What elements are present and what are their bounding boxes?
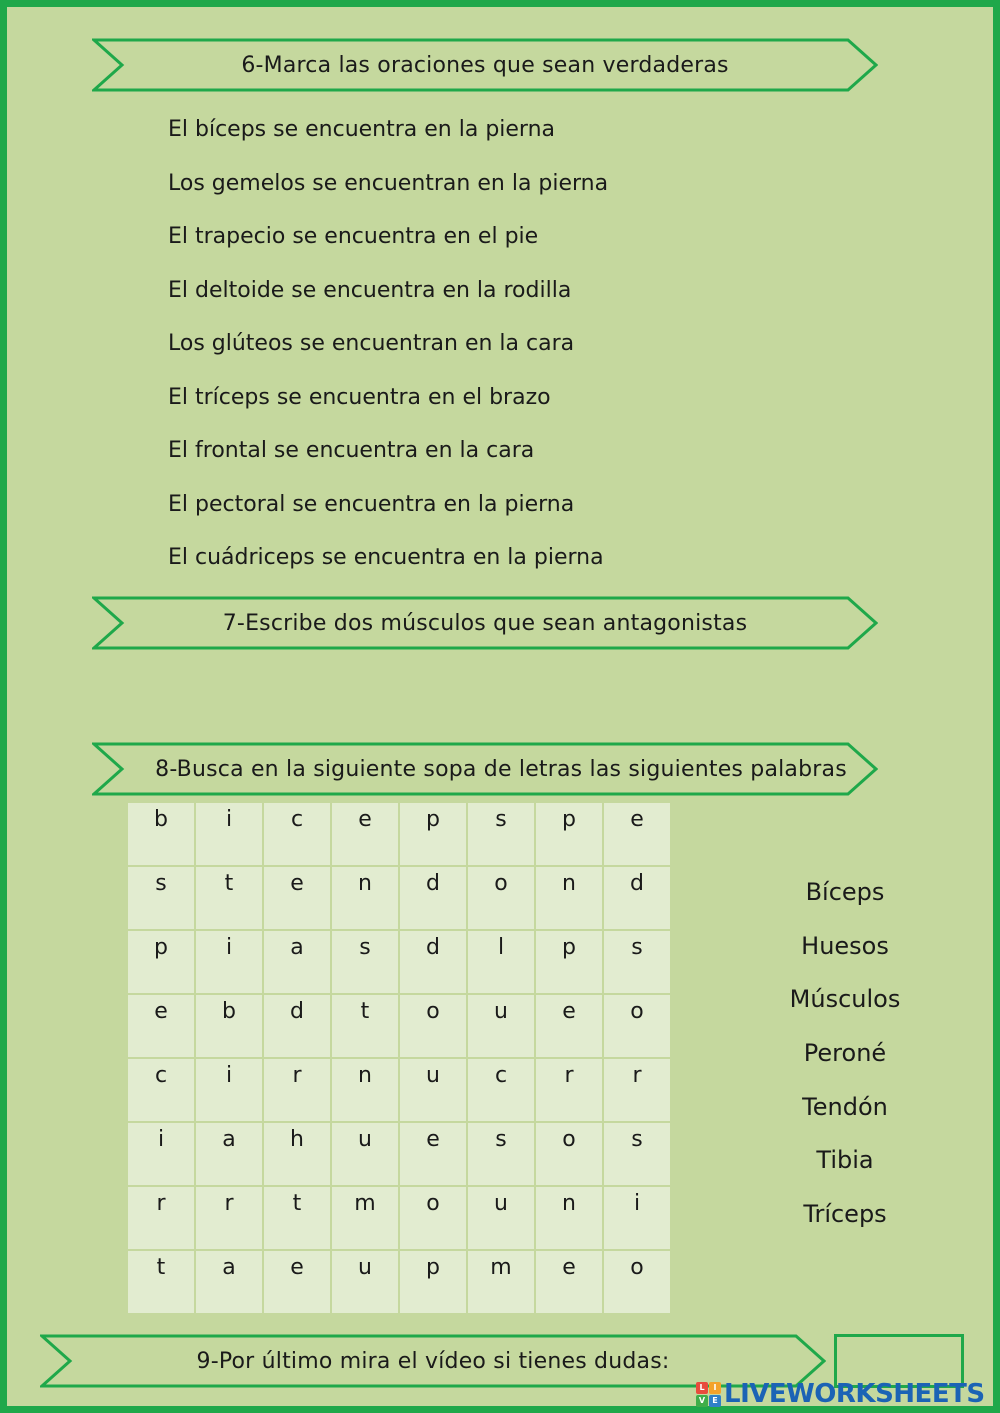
grid-cell[interactable]: r — [535, 1058, 603, 1122]
grid-cell[interactable]: i — [603, 1186, 671, 1250]
grid-cell[interactable]: u — [399, 1058, 467, 1122]
grid-cell[interactable]: r — [195, 1186, 263, 1250]
true-false-sentence[interactable]: El trapecio se encuentra en el pie — [168, 224, 539, 249]
grid-cell[interactable]: m — [331, 1186, 399, 1250]
grid-cell[interactable]: p — [535, 930, 603, 994]
grid-cell[interactable]: o — [399, 994, 467, 1058]
liveworksheets-logo — [696, 1376, 985, 1412]
grid-cell[interactable]: i — [127, 1122, 195, 1186]
grid-cell[interactable]: a — [263, 930, 331, 994]
grid-cell[interactable]: o — [603, 1250, 671, 1314]
grid-cell[interactable]: e — [127, 994, 195, 1058]
grid-row — [127, 866, 671, 930]
grid-cell[interactable]: l — [467, 930, 535, 994]
antagonist-answer-field[interactable] — [120, 660, 850, 730]
section-8-title: 8-Busca en la siguiente sopa de letras las siguientes palabras — [155, 756, 847, 782]
grid-cell[interactable]: h — [263, 1122, 331, 1186]
grid-cell[interactable]: u — [467, 1186, 535, 1250]
true-false-sentence[interactable]: El frontal se encuentra en la cara — [168, 438, 535, 463]
true-false-sentence[interactable]: El cuádriceps se encuentra en la pierna — [168, 545, 604, 570]
grid-cell[interactable]: s — [331, 930, 399, 994]
logo-text: LIVEWORKSHEETS — [724, 1379, 985, 1409]
word-list-item: Tibia — [816, 1146, 874, 1175]
grid-cell[interactable]: e — [399, 1122, 467, 1186]
word-list — [770, 866, 920, 1242]
grid-cell[interactable]: d — [399, 930, 467, 994]
grid-cell[interactable]: b — [127, 802, 195, 866]
grid-cell[interactable]: i — [195, 802, 263, 866]
grid-cell[interactable]: e — [535, 1250, 603, 1314]
grid-row — [127, 1058, 671, 1122]
grid-cell[interactable]: s — [467, 802, 535, 866]
grid-cell[interactable]: r — [127, 1186, 195, 1250]
true-false-sentence[interactable]: El bíceps se encuentra en la pierna — [168, 117, 556, 142]
grid-cell[interactable]: u — [331, 1122, 399, 1186]
grid-cell[interactable]: c — [263, 802, 331, 866]
grid-cell[interactable]: c — [127, 1058, 195, 1122]
grid-cell[interactable]: o — [399, 1186, 467, 1250]
true-false-sentence[interactable]: Los glúteos se encuentran en la cara — [168, 331, 575, 356]
grid-cell[interactable]: e — [603, 802, 671, 866]
section-9-title: 9-Por último mira el vídeo si tienes dudas: — [196, 1348, 670, 1374]
grid-cell[interactable]: d — [399, 866, 467, 930]
grid-cell[interactable]: p — [127, 930, 195, 994]
grid-cell[interactable]: e — [331, 802, 399, 866]
grid-cell[interactable]: b — [195, 994, 263, 1058]
grid-cell[interactable]: u — [331, 1250, 399, 1314]
grid-cell[interactable]: i — [195, 1058, 263, 1122]
section-6-banner — [92, 38, 878, 92]
grid-cell[interactable]: o — [467, 866, 535, 930]
grid-cell[interactable]: n — [331, 866, 399, 930]
section-7-title: 7-Escribe dos músculos que sean antagonistas — [222, 610, 748, 636]
word-list-item: Bíceps — [805, 878, 885, 906]
section-7-banner — [92, 596, 878, 650]
grid-cell[interactable]: d — [263, 994, 331, 1058]
grid-cell[interactable]: s — [603, 1122, 671, 1186]
true-false-sentence[interactable]: El tríceps se encuentra en el brazo — [168, 384, 551, 410]
grid-cell[interactable]: t — [127, 1250, 195, 1314]
grid-cell[interactable]: o — [535, 1122, 603, 1186]
grid-row — [127, 930, 671, 994]
logo-mark-icon: L I V E — [696, 1382, 721, 1407]
grid-cell[interactable]: t — [195, 866, 263, 930]
grid-cell[interactable]: e — [263, 866, 331, 930]
section-8-banner — [92, 742, 878, 796]
word-list-item: Huesos — [801, 931, 889, 960]
word-list-item: Tendón — [802, 1092, 888, 1121]
true-false-sentence[interactable]: El deltoide se encuentra en la rodilla — [168, 277, 572, 303]
true-false-sentence[interactable]: El pectoral se encuentra en la pierna — [168, 491, 575, 517]
grid-cell[interactable]: a — [195, 1122, 263, 1186]
grid-cell[interactable]: s — [603, 930, 671, 994]
grid-cell[interactable]: r — [263, 1058, 331, 1122]
true-false-sentence[interactable]: Los gemelos se encuentran en la pierna — [168, 170, 609, 196]
grid-cell[interactable]: e — [535, 994, 603, 1058]
grid-cell[interactable]: t — [263, 1186, 331, 1250]
grid-cell[interactable]: n — [535, 866, 603, 930]
word-list-item: Músculos — [789, 985, 901, 1014]
grid-cell[interactable]: s — [467, 1122, 535, 1186]
grid-cell[interactable]: d — [603, 866, 671, 930]
grid-cell[interactable]: a — [195, 1250, 263, 1314]
grid-cell[interactable]: p — [535, 802, 603, 866]
grid-cell[interactable]: s — [127, 866, 195, 930]
grid-cell[interactable]: r — [603, 1058, 671, 1122]
grid-row — [127, 1186, 671, 1250]
grid-cell[interactable]: o — [603, 994, 671, 1058]
grid-row — [127, 1122, 671, 1186]
grid-cell[interactable]: p — [399, 802, 467, 866]
word-search-grid[interactable] — [126, 801, 672, 1315]
grid-cell[interactable]: t — [331, 994, 399, 1058]
grid-cell[interactable]: e — [263, 1250, 331, 1314]
word-list-item: Peroné — [803, 1039, 887, 1068]
grid-cell[interactable]: m — [467, 1250, 535, 1314]
grid-cell[interactable]: n — [535, 1186, 603, 1250]
grid-cell[interactable]: i — [195, 930, 263, 994]
section-6-title: 6-Marca las oraciones que sean verdaderas — [241, 52, 729, 78]
grid-cell[interactable]: p — [399, 1250, 467, 1314]
grid-cell[interactable]: c — [467, 1058, 535, 1122]
grid-row — [127, 802, 671, 866]
grid-cell[interactable]: u — [467, 994, 535, 1058]
grid-row — [127, 994, 671, 1058]
word-list-item: Tríceps — [803, 1200, 887, 1229]
grid-cell[interactable]: n — [331, 1058, 399, 1122]
grid-row — [127, 1250, 671, 1314]
